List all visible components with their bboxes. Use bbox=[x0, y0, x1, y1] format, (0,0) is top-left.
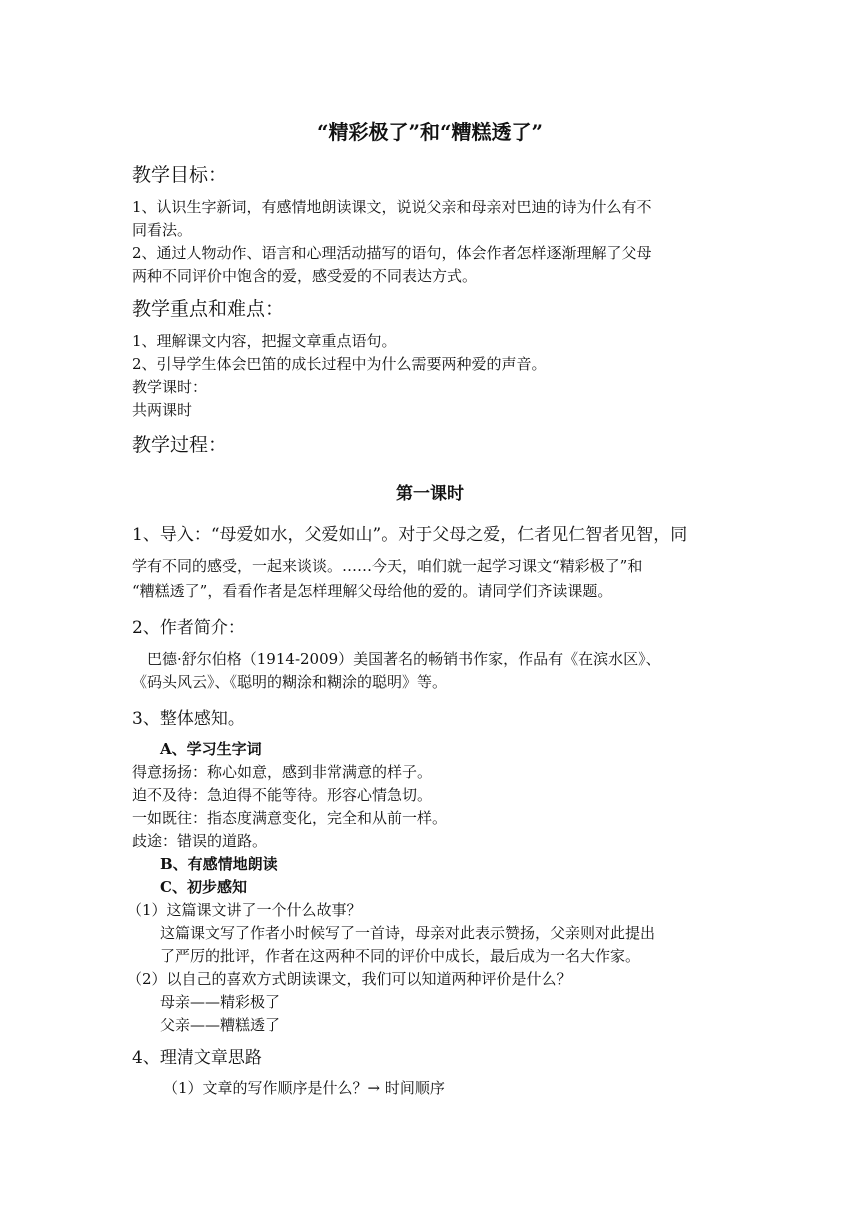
section-1-line-1: 1、导入：“母爱如水，父爱如山”。对于父母之爱，仁者见仁智者见智，同 bbox=[132, 525, 688, 545]
key-point-2: 2、引导学生体会巴笛的成长过程中为什么需要两种爱的声音。 bbox=[132, 355, 547, 373]
section-2-heading: 2、作者简介： bbox=[132, 618, 245, 638]
question-2: （2）以自己的喜欢方式朗读课文，我们可以知道两种评价是什么？ bbox=[127, 970, 572, 988]
word-entry-1: 得意扬扬：称心如意，感到非常满意的样子。 bbox=[132, 763, 433, 781]
lesson-title: 第一课时 bbox=[396, 484, 464, 504]
objective-1-line-1: 1、认识生字新词，有感情地朗读课文，说说父亲和母亲对巴迪的诗为什么有不 bbox=[132, 198, 652, 216]
objectives-heading: 教学目标： bbox=[132, 164, 228, 186]
section-4-question-1: （1）文章的写作顺序是什么？→ 时间顺序 bbox=[163, 1079, 445, 1097]
word-entry-3: 一如既往：指态度满意变化，完全和从前一样。 bbox=[132, 809, 448, 827]
subsection-a-heading: A、学习生字词 bbox=[160, 740, 262, 758]
process-heading: 教学过程： bbox=[132, 434, 228, 456]
document-title: “精彩极了”和“糟糕透了” bbox=[316, 120, 543, 144]
section-4-heading: 4、理清文章思路 bbox=[132, 1048, 262, 1068]
hours-label: 教学课时： bbox=[132, 378, 208, 396]
key-point-1: 1、理解课文内容，把握文章重点语句。 bbox=[132, 332, 397, 350]
section-3-heading: 3、整体感知。 bbox=[132, 709, 245, 729]
subsection-c-heading: C、初步感知 bbox=[160, 878, 247, 896]
subsection-b-heading: B、有感情地朗读 bbox=[160, 855, 278, 873]
objective-2-line-1: 2、通过人物动作、语言和心理活动描写的语句，体会作者怎样逐渐理解了父母 bbox=[132, 244, 652, 262]
answer-1-line-2: 了严厉的批评，作者在这两种不同的评价中成长，最后成为一名大作家。 bbox=[160, 947, 641, 965]
key-points-heading: 教学重点和难点： bbox=[132, 298, 285, 320]
answer-2-line-2: 父亲——糟糕透了 bbox=[160, 1016, 281, 1034]
word-entry-4: 歧途：错误的道路。 bbox=[132, 832, 268, 850]
section-2-line-2: 《码头风云》、《聪明的糊涂和糊涂的聪明》等。 bbox=[132, 673, 448, 691]
section-1-line-3: “糟糕透了”，看看作者是怎样理解父母给他的爱的。请同学们齐读课题。 bbox=[132, 582, 613, 600]
answer-1-line-1: 这篇课文写了作者小时候写了一首诗，母亲对此表示赞扬，父亲则对此提出 bbox=[160, 924, 656, 942]
section-1-line-2: 学有不同的感受，一起来谈谈。……今天，咱们就一起学习课文“精彩极了”和 bbox=[132, 557, 643, 575]
objective-1-line-2: 同看法。 bbox=[132, 221, 193, 239]
objective-2-line-2: 两种不同评价中饱含的爱，感受爱的不同表达方式。 bbox=[132, 267, 478, 285]
section-2-line-1: 巴德·舒尔伯格（1914-2009）美国著名的畅销书作家，作品有《在滨水区》、 bbox=[147, 650, 661, 668]
question-1: （1）这篇课文讲了一个什么故事？ bbox=[127, 901, 362, 919]
hours-value: 共两课时 bbox=[132, 401, 193, 419]
answer-2-line-1: 母亲——精彩极了 bbox=[160, 993, 281, 1011]
word-entry-2: 迫不及待：急迫得不能等待。形容心情急切。 bbox=[132, 786, 433, 804]
